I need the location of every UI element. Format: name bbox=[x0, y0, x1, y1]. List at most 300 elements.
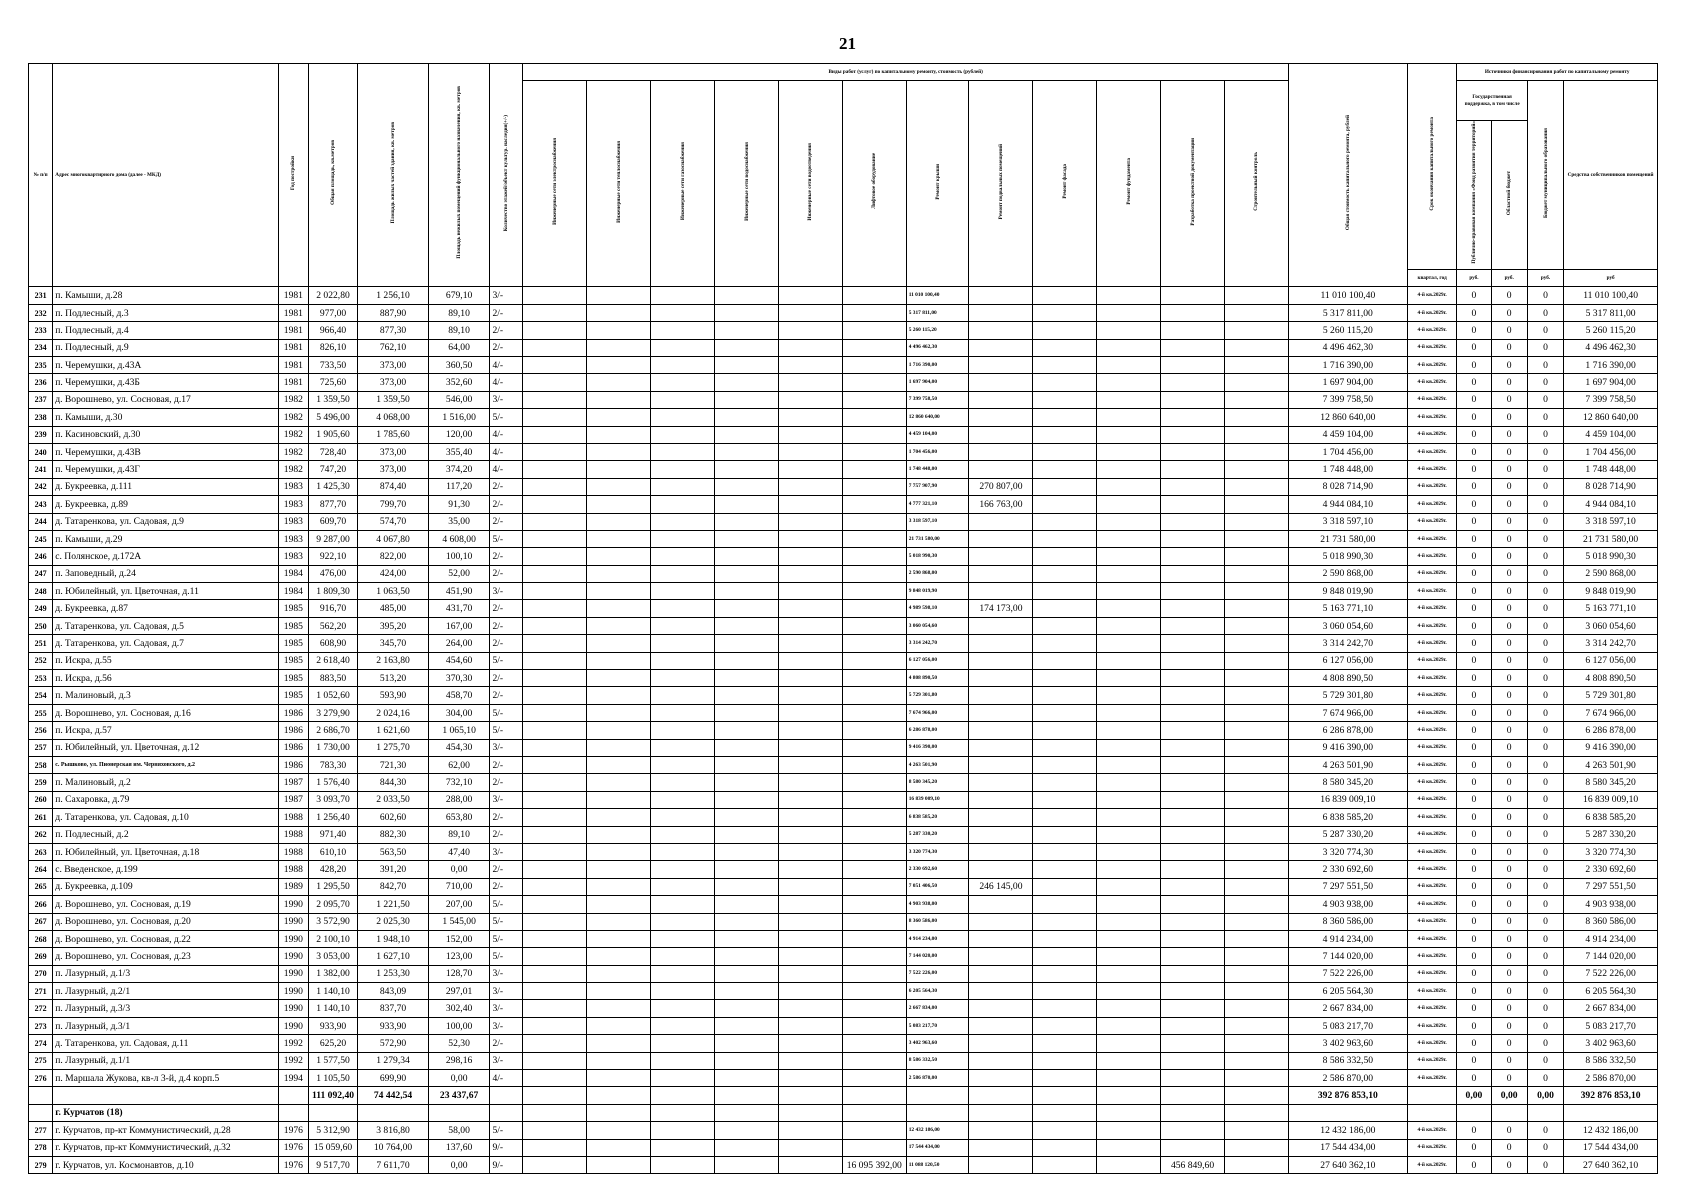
row-work-design bbox=[1161, 930, 1225, 947]
row-total-area: 5 496,00 bbox=[308, 409, 358, 426]
row-work-sewer bbox=[778, 357, 842, 374]
row-work-water bbox=[715, 1156, 779, 1173]
row-work-facade bbox=[1033, 878, 1097, 895]
row-number: 272 bbox=[29, 1000, 53, 1017]
row-src-regional: 0 bbox=[1491, 583, 1527, 600]
row-src-fund: 0 bbox=[1457, 617, 1491, 634]
row-number: 255 bbox=[29, 704, 53, 721]
row-floors: 5/- bbox=[490, 1122, 523, 1139]
row-work-basement bbox=[969, 1052, 1033, 1069]
row-address: п. Юбилейный, ул. Цветочная, д.11 bbox=[53, 583, 279, 600]
row-address: п. Касиновский, д.30 bbox=[53, 426, 279, 443]
row-work-sewer bbox=[778, 304, 842, 321]
row-work-heat bbox=[587, 530, 651, 547]
row-total-area: 610,10 bbox=[308, 843, 358, 860]
row-src-owners: 2 330 692,60 bbox=[1564, 861, 1658, 878]
row-work-design bbox=[1161, 426, 1225, 443]
row-work-water bbox=[715, 1000, 779, 1017]
row-work-electric bbox=[523, 1122, 587, 1139]
row-src-municipal: 0 bbox=[1527, 565, 1563, 582]
row-work-roof: 3 318 597,10 bbox=[906, 513, 969, 530]
row-year: 1992 bbox=[279, 1035, 309, 1052]
row-work-electric bbox=[523, 600, 587, 617]
row-src-municipal: 0 bbox=[1527, 948, 1563, 965]
row-src-fund: 0 bbox=[1457, 478, 1491, 495]
row-work-lift bbox=[842, 357, 906, 374]
row-src-regional: 0 bbox=[1491, 1017, 1527, 1034]
row-nonres-area: 454,30 bbox=[428, 739, 490, 756]
row-src-regional: 0 bbox=[1491, 565, 1527, 582]
row-floors: 4/- bbox=[490, 461, 523, 478]
row-living-area: 799,70 bbox=[358, 496, 428, 513]
row-work-design bbox=[1161, 617, 1225, 634]
row-term: 4-й кв.2029г. bbox=[1407, 357, 1457, 374]
row-src-owners: 4 944 084,10 bbox=[1564, 496, 1658, 513]
row-number: 244 bbox=[29, 513, 53, 530]
row-work-design bbox=[1161, 565, 1225, 582]
row-year: 1988 bbox=[279, 861, 309, 878]
row-work-gas bbox=[651, 739, 715, 756]
row-work-basement bbox=[969, 513, 1033, 530]
row-floors: 3/- bbox=[490, 965, 523, 982]
group-header-row bbox=[29, 1104, 1658, 1121]
row-work-roof: 17 544 434,00 bbox=[906, 1139, 969, 1156]
row-total-cost: 4 903 938,00 bbox=[1288, 896, 1407, 913]
row-living-area: 1 621,60 bbox=[358, 722, 428, 739]
row-address: п. Юбилейный, ул. Цветочная, д.18 bbox=[53, 843, 279, 860]
row-nonres-area: 100,00 bbox=[428, 1017, 490, 1034]
row-living-area: 1 627,10 bbox=[358, 948, 428, 965]
row-src-owners: 5 260 115,20 bbox=[1564, 322, 1658, 339]
table-row bbox=[29, 322, 1658, 339]
row-work-water bbox=[715, 1035, 779, 1052]
row-work-control bbox=[1224, 409, 1288, 426]
table-row bbox=[29, 774, 1658, 791]
row-total-area: 826,10 bbox=[308, 339, 358, 356]
row-work-sewer bbox=[778, 983, 842, 1000]
row-work-roof: 5 729 301,80 bbox=[906, 687, 969, 704]
row-floors: 2/- bbox=[490, 878, 523, 895]
row-total-cost: 1 697 904,00 bbox=[1288, 374, 1407, 391]
row-work-facade bbox=[1033, 1070, 1097, 1087]
row-work-design bbox=[1161, 391, 1225, 408]
row-work-roof: 5 260 115,20 bbox=[906, 322, 969, 339]
row-term: 4-й кв.2029г. bbox=[1407, 687, 1457, 704]
table-row bbox=[29, 739, 1658, 756]
row-work-water bbox=[715, 826, 779, 843]
row-work-sewer bbox=[778, 287, 842, 304]
table-row bbox=[29, 287, 1658, 304]
row-src-fund: 0 bbox=[1457, 913, 1491, 930]
row-address: п. Заповедный, д.24 bbox=[53, 565, 279, 582]
row-work-basement bbox=[969, 1017, 1033, 1034]
row-work-water bbox=[715, 791, 779, 808]
row-work-basement bbox=[969, 826, 1033, 843]
row-src-owners: 4 808 890,50 bbox=[1564, 670, 1658, 687]
row-work-lift bbox=[842, 1052, 906, 1069]
row-work-sewer bbox=[778, 565, 842, 582]
row-work-lift bbox=[842, 513, 906, 530]
table-row bbox=[29, 600, 1658, 617]
row-work-facade bbox=[1033, 791, 1097, 808]
row-src-regional: 0 bbox=[1491, 600, 1527, 617]
row-work-electric bbox=[523, 1017, 587, 1034]
row-work-control bbox=[1224, 948, 1288, 965]
row-floors: 3/- bbox=[490, 583, 523, 600]
row-nonres-area: 1 516,00 bbox=[428, 409, 490, 426]
table-row bbox=[29, 687, 1658, 704]
row-address: с. Рышково, ул. Пионерская им. Черняховского, д.2 bbox=[53, 756, 279, 773]
row-work-sewer bbox=[778, 809, 842, 826]
row-year: 1990 bbox=[279, 965, 309, 982]
row-work-foundation bbox=[1097, 722, 1161, 739]
row-work-roof: 4 459 104,00 bbox=[906, 426, 969, 443]
row-year: 1976 bbox=[279, 1122, 309, 1139]
row-work-lift bbox=[842, 1122, 906, 1139]
row-work-sewer bbox=[778, 670, 842, 687]
row-address: п. Малиновый, д.3 bbox=[53, 687, 279, 704]
row-year: 1985 bbox=[279, 635, 309, 652]
row-src-fund: 0 bbox=[1457, 930, 1491, 947]
row-work-water bbox=[715, 739, 779, 756]
row-work-foundation bbox=[1097, 1156, 1161, 1173]
row-floors: 5/- bbox=[490, 913, 523, 930]
row-src-regional: 0 bbox=[1491, 687, 1527, 704]
table-row bbox=[29, 826, 1658, 843]
row-living-area: 373,00 bbox=[358, 357, 428, 374]
row-work-sewer bbox=[778, 635, 842, 652]
row-term: 4-й кв.2029г. bbox=[1407, 304, 1457, 321]
row-work-design bbox=[1161, 756, 1225, 773]
row-work-facade bbox=[1033, 1156, 1097, 1173]
row-number: 265 bbox=[29, 878, 53, 895]
row-src-municipal: 0 bbox=[1527, 617, 1563, 634]
row-work-basement bbox=[969, 617, 1033, 634]
row-work-lift bbox=[842, 652, 906, 669]
row-total-area: 1 295,50 bbox=[308, 878, 358, 895]
row-number: 277 bbox=[29, 1122, 53, 1139]
row-work-facade bbox=[1033, 530, 1097, 547]
row-living-area: 2 024,16 bbox=[358, 704, 428, 721]
row-nonres-area: 732,10 bbox=[428, 774, 490, 791]
row-work-control bbox=[1224, 809, 1288, 826]
row-total-area: 625,20 bbox=[308, 1035, 358, 1052]
row-work-facade bbox=[1033, 739, 1097, 756]
row-nonres-area: 64,00 bbox=[428, 339, 490, 356]
row-work-sewer bbox=[778, 861, 842, 878]
row-work-sewer bbox=[778, 1035, 842, 1052]
row-living-area: 762,10 bbox=[358, 339, 428, 356]
row-work-design bbox=[1161, 774, 1225, 791]
totals-municipal: 0,00 bbox=[1527, 1087, 1563, 1104]
row-work-control bbox=[1224, 496, 1288, 513]
row-number: 257 bbox=[29, 739, 53, 756]
row-term: 4-й кв.2029г. bbox=[1407, 583, 1457, 600]
row-number: 263 bbox=[29, 843, 53, 860]
row-src-fund: 0 bbox=[1457, 809, 1491, 826]
row-work-basement bbox=[969, 583, 1033, 600]
row-work-basement bbox=[969, 930, 1033, 947]
row-living-area: 874,40 bbox=[358, 478, 428, 495]
row-nonres-area: 298,16 bbox=[428, 1052, 490, 1069]
row-src-owners: 6 205 564,30 bbox=[1564, 983, 1658, 1000]
row-work-water bbox=[715, 930, 779, 947]
row-src-owners: 7 297 551,50 bbox=[1564, 878, 1658, 895]
row-nonres-area: 1 065,10 bbox=[428, 722, 490, 739]
row-src-owners: 4 914 234,00 bbox=[1564, 930, 1658, 947]
row-work-lift bbox=[842, 704, 906, 721]
table-row bbox=[29, 391, 1658, 408]
row-living-area: 373,00 bbox=[358, 443, 428, 460]
header-term-unit: квартал, год bbox=[1407, 270, 1457, 287]
header-work-roof: Ремонт крыши bbox=[906, 81, 969, 287]
row-work-roof: 4 263 501,90 bbox=[906, 756, 969, 773]
row-work-electric bbox=[523, 443, 587, 460]
row-src-fund: 0 bbox=[1457, 756, 1491, 773]
row-floors: 2/- bbox=[490, 478, 523, 495]
row-work-gas bbox=[651, 635, 715, 652]
row-work-water bbox=[715, 443, 779, 460]
row-work-electric bbox=[523, 739, 587, 756]
row-work-water bbox=[715, 409, 779, 426]
header-work-sewer: Инженерные сети водоотведения bbox=[778, 81, 842, 287]
row-address: п. Сахаровка, д.79 bbox=[53, 791, 279, 808]
totals-regional: 0,00 bbox=[1491, 1087, 1527, 1104]
row-total-cost: 2 586 870,00 bbox=[1288, 1070, 1407, 1087]
row-src-regional: 0 bbox=[1491, 635, 1527, 652]
row-src-municipal: 0 bbox=[1527, 1000, 1563, 1017]
row-work-electric bbox=[523, 583, 587, 600]
header-work-foundation: Ремонт фундамента bbox=[1097, 81, 1161, 287]
row-work-sewer bbox=[778, 426, 842, 443]
row-work-roof: 9 848 019,90 bbox=[906, 583, 969, 600]
row-src-regional: 0 bbox=[1491, 843, 1527, 860]
table-row bbox=[29, 1070, 1658, 1087]
row-work-gas bbox=[651, 704, 715, 721]
row-total-cost: 2 330 692,60 bbox=[1288, 861, 1407, 878]
row-address: п. Маршала Жукова, кв-л 3-й, д.4 корп.5 bbox=[53, 1070, 279, 1087]
row-address: п. Подлесный, д.9 bbox=[53, 339, 279, 356]
row-work-roof: 6 838 585,20 bbox=[906, 809, 969, 826]
table-row bbox=[29, 756, 1658, 773]
header-state-support: Государственная поддержка, в том числе bbox=[1457, 81, 1527, 121]
row-total-area: 609,70 bbox=[308, 513, 358, 530]
row-work-basement: 174 173,00 bbox=[969, 600, 1033, 617]
row-work-lift bbox=[842, 322, 906, 339]
table-row bbox=[29, 861, 1658, 878]
row-total-area: 3 572,90 bbox=[308, 913, 358, 930]
row-work-basement bbox=[969, 548, 1033, 565]
row-total-area: 3 279,90 bbox=[308, 704, 358, 721]
row-src-regional: 0 bbox=[1491, 374, 1527, 391]
row-term: 4-й кв.2029г. bbox=[1407, 791, 1457, 808]
row-total-area: 1 256,40 bbox=[308, 809, 358, 826]
row-living-area: 887,90 bbox=[358, 304, 428, 321]
row-number: 273 bbox=[29, 1017, 53, 1034]
row-work-heat bbox=[587, 861, 651, 878]
row-total-area: 1 577,50 bbox=[308, 1052, 358, 1069]
row-term: 4-й кв.2029г. bbox=[1407, 948, 1457, 965]
row-total-area: 933,90 bbox=[308, 1017, 358, 1034]
row-src-regional: 0 bbox=[1491, 496, 1527, 513]
row-work-electric bbox=[523, 322, 587, 339]
row-work-roof: 5 018 990,30 bbox=[906, 548, 969, 565]
row-total-cost: 11 010 100,40 bbox=[1288, 287, 1407, 304]
row-src-municipal: 0 bbox=[1527, 756, 1563, 773]
row-nonres-area: 100,10 bbox=[428, 548, 490, 565]
row-src-fund: 0 bbox=[1457, 1070, 1491, 1087]
row-work-sewer bbox=[778, 548, 842, 565]
row-src-fund: 0 bbox=[1457, 687, 1491, 704]
row-src-owners: 8 586 332,50 bbox=[1564, 1052, 1658, 1069]
row-number: 232 bbox=[29, 304, 53, 321]
row-work-design: 456 849,60 bbox=[1161, 1156, 1225, 1173]
row-work-control bbox=[1224, 843, 1288, 860]
header-unit-owners: руб bbox=[1564, 270, 1658, 287]
row-work-roof: 5 287 330,20 bbox=[906, 826, 969, 843]
row-work-lift bbox=[842, 583, 906, 600]
row-total-area: 3 093,70 bbox=[308, 791, 358, 808]
row-src-municipal: 0 bbox=[1527, 826, 1563, 843]
row-work-sewer bbox=[778, 826, 842, 843]
row-number: 253 bbox=[29, 670, 53, 687]
row-work-water bbox=[715, 704, 779, 721]
row-work-lift bbox=[842, 565, 906, 582]
row-term: 4-й кв.2029г. bbox=[1407, 704, 1457, 721]
row-work-foundation bbox=[1097, 478, 1161, 495]
row-work-water bbox=[715, 391, 779, 408]
row-work-heat bbox=[587, 756, 651, 773]
row-work-foundation bbox=[1097, 635, 1161, 652]
row-address: д. Ворошнево, ул. Сосновая, д.20 bbox=[53, 913, 279, 930]
row-total-area: 1 359,50 bbox=[308, 391, 358, 408]
row-src-municipal: 0 bbox=[1527, 443, 1563, 460]
row-src-owners: 4 496 462,30 bbox=[1564, 339, 1658, 356]
row-nonres-area: 352,60 bbox=[428, 374, 490, 391]
row-work-design bbox=[1161, 739, 1225, 756]
header-work-control: Строительный контроль bbox=[1224, 81, 1288, 287]
row-src-municipal: 0 bbox=[1527, 809, 1563, 826]
row-work-design bbox=[1161, 443, 1225, 460]
row-year: 1981 bbox=[279, 287, 309, 304]
row-floors: 9/- bbox=[490, 1139, 523, 1156]
row-work-control bbox=[1224, 739, 1288, 756]
row-src-fund: 0 bbox=[1457, 513, 1491, 530]
row-work-facade bbox=[1033, 826, 1097, 843]
row-work-roof: 2 590 868,00 bbox=[906, 565, 969, 582]
row-src-municipal: 0 bbox=[1527, 1070, 1563, 1087]
row-src-municipal: 0 bbox=[1527, 322, 1563, 339]
row-work-control bbox=[1224, 791, 1288, 808]
row-work-electric bbox=[523, 513, 587, 530]
row-work-foundation bbox=[1097, 1017, 1161, 1034]
row-work-control bbox=[1224, 756, 1288, 773]
row-work-basement bbox=[969, 1139, 1033, 1156]
row-term: 4-й кв.2029г. bbox=[1407, 635, 1457, 652]
row-floors: 3/- bbox=[490, 739, 523, 756]
row-work-facade bbox=[1033, 1122, 1097, 1139]
row-total-area: 971,40 bbox=[308, 826, 358, 843]
row-address: д. Татаренкова, ул. Садовая, д.9 bbox=[53, 513, 279, 530]
row-work-electric bbox=[523, 687, 587, 704]
row-work-gas bbox=[651, 965, 715, 982]
row-work-electric bbox=[523, 1070, 587, 1087]
row-living-area: 1 948,10 bbox=[358, 930, 428, 947]
row-work-foundation bbox=[1097, 1000, 1161, 1017]
row-work-control bbox=[1224, 652, 1288, 669]
row-work-sewer bbox=[778, 913, 842, 930]
row-work-electric bbox=[523, 530, 587, 547]
row-total-area: 922,10 bbox=[308, 548, 358, 565]
row-work-design bbox=[1161, 861, 1225, 878]
row-work-water bbox=[715, 861, 779, 878]
row-work-sewer bbox=[778, 652, 842, 669]
row-work-sewer bbox=[778, 600, 842, 617]
row-work-roof: 6 286 878,00 bbox=[906, 722, 969, 739]
row-work-facade bbox=[1033, 357, 1097, 374]
row-src-owners: 5 163 771,10 bbox=[1564, 600, 1658, 617]
row-work-water bbox=[715, 287, 779, 304]
row-src-fund: 0 bbox=[1457, 878, 1491, 895]
row-work-electric bbox=[523, 1156, 587, 1173]
row-work-foundation bbox=[1097, 791, 1161, 808]
row-term: 4-й кв.2029г. bbox=[1407, 774, 1457, 791]
row-work-design bbox=[1161, 374, 1225, 391]
row-number: 260 bbox=[29, 791, 53, 808]
row-work-electric bbox=[523, 565, 587, 582]
row-work-facade bbox=[1033, 965, 1097, 982]
row-work-heat bbox=[587, 878, 651, 895]
row-src-regional: 0 bbox=[1491, 861, 1527, 878]
row-work-sewer bbox=[778, 1122, 842, 1139]
row-term: 4-й кв.2029г. bbox=[1407, 896, 1457, 913]
row-work-facade bbox=[1033, 670, 1097, 687]
row-year: 1989 bbox=[279, 878, 309, 895]
row-address: п. Искра, д.55 bbox=[53, 652, 279, 669]
row-work-roof: 5 317 811,00 bbox=[906, 304, 969, 321]
row-nonres-area: 431,70 bbox=[428, 600, 490, 617]
row-floors: 3/- bbox=[490, 843, 523, 860]
row-work-gas bbox=[651, 339, 715, 356]
row-src-fund: 0 bbox=[1457, 948, 1491, 965]
row-src-fund: 0 bbox=[1457, 339, 1491, 356]
row-year: 1983 bbox=[279, 548, 309, 565]
row-work-facade bbox=[1033, 600, 1097, 617]
row-src-owners: 2 586 870,00 bbox=[1564, 1070, 1658, 1087]
row-year: 1981 bbox=[279, 374, 309, 391]
table-row bbox=[29, 461, 1658, 478]
row-total-cost: 8 580 345,20 bbox=[1288, 774, 1407, 791]
row-work-sewer bbox=[778, 704, 842, 721]
row-term: 4-й кв.2029г. bbox=[1407, 443, 1457, 460]
row-work-facade bbox=[1033, 1017, 1097, 1034]
row-floors: 4/- bbox=[490, 357, 523, 374]
row-work-electric bbox=[523, 774, 587, 791]
row-work-electric bbox=[523, 826, 587, 843]
row-src-fund: 0 bbox=[1457, 322, 1491, 339]
row-number: 261 bbox=[29, 809, 53, 826]
row-work-heat bbox=[587, 1017, 651, 1034]
row-term: 4-й кв.2029г. bbox=[1407, 600, 1457, 617]
totals-nonres-area: 23 437,67 bbox=[428, 1087, 490, 1104]
row-work-water bbox=[715, 687, 779, 704]
row-work-control bbox=[1224, 513, 1288, 530]
row-src-municipal: 0 bbox=[1527, 791, 1563, 808]
row-floors: 5/- bbox=[490, 722, 523, 739]
row-living-area: 1 359,50 bbox=[358, 391, 428, 408]
row-total-area: 1 052,60 bbox=[308, 687, 358, 704]
row-work-gas bbox=[651, 374, 715, 391]
